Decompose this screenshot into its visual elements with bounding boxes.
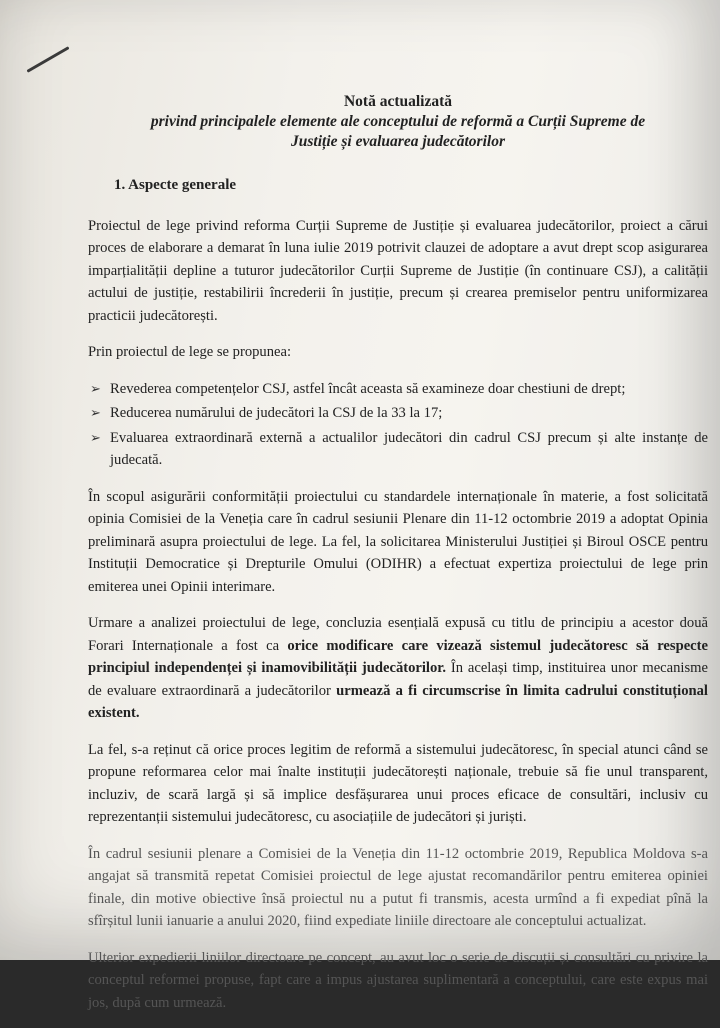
- paragraph-1: Proiectul de lege privind reforma Curții Supreme de Justiție și evaluarea judecătorilor, proiect a cărui proces de elaborare a demarat în luna iulie 2019 potrivit clauzei de adoptare a avut drept scop asigurarea imparțialității depline a tuturor judecătorilor Curții Supreme de Justiție (în continuare CSJ), a calității actului de justiție, restabilirii încrederii în justiție, precum și crearea premiselor pentru uniformizarea practicii judecătorești.: [88, 217, 708, 324]
- paragraph-4-part-a: Urmare a analizei proiectului de lege, concluzia esențială expusă cu titlu de principiu a acestor două Forari Internaționale a fost ca: [88, 615, 708, 654]
- document-body: [88, 92, 708, 1028]
- list-item-text: Reducerea numărului de judecători la CSJ de la 33 la 17;: [110, 405, 443, 421]
- arrow-bullet-icon: ➢: [90, 380, 101, 396]
- paragraph-6: În cadrul sesiunii plenare a Comisiei de la Veneția din 11-12 octombrie 2019, Republica Moldova s-a angajat să transmită repetat Comisiei proiectul de lege ajustat recomandărilor pentru emiterea opiniei finale, din motive obiective însă proiectul nu a putut fi transmis, acesta urmînd a fi expediat pînă la sfîrșitul lunii ianuarie a anului 2020, fiind expediate liniile directoare ale conceptului actualizat.: [88, 845, 708, 929]
- paragraph-4-emphasis-2: urmează a fi circumscrise în limita cadrului constituțional existent.: [88, 682, 708, 721]
- list-item-text: Evaluarea extraordinară externă a actualilor judecători din cadrul CSJ precum și alte instanțe de judecată.: [110, 429, 708, 468]
- list-item-text: Revederea competențelor CSJ, astfel încât aceasta să examineze doar chestiuni de drept;: [110, 380, 626, 397]
- arrow-bullet-icon: ➢: [90, 429, 101, 445]
- title-line-2: privind principalele elemente ale conceptului de reformă a Curții Supreme de: [150, 113, 646, 130]
- paragraph-4: [88, 612, 708, 725]
- paragraph-5: La fel, s-a reținut că orice proces legitim de reformă a sistemului judecătoresc, în special atunci când se propune reformarea celor mai înalte instituții judecătorești naționale, trebuie să fie unul transparent, incluziv, de scară largă și să implice desfășurarea unui proces eficace de consultări, inclusiv cu reprezentanții sistemului judecătoresc, cu asociațiile de judecători și juriști.: [88, 741, 708, 825]
- paragraph-4-emphasis-1: orice modificare care vizează sistemul judecătoresc să respecte principiul independenței și inamovibilității judecătorilor.: [88, 637, 708, 676]
- paragraph-3: În scopul asigurării conformității proiectului cu standardele internaționale în materie, a fost solicitată opinia Comisiei de la Veneția care în cadrul sesiunii Plenare din 11-12 octombrie 2019 a adoptat Opinia preliminară asupra proiectului de lege. La fel, la solicitarea Ministerului Justiției și Biroul OSCE pentru Instituții Democratice și Drepturile Omului (ODIHR) a efectuat expertiza proiectului de lege prin emiterea unei Opinii interimare.: [88, 488, 708, 595]
- document-title: [88, 92, 708, 152]
- arrow-bullet-icon: ➢: [90, 405, 101, 420]
- paragraph-4-part-c: În același timp, instituirea unor mecanisme de evaluare extraordinară a judecătorilor: [88, 660, 708, 699]
- title-line-3: Justiție și evaluarea judecătorilor: [291, 133, 505, 150]
- paragraph-2: Prin proiectul de lege se propunea:: [88, 344, 292, 360]
- section-heading: 1. Aspecte generale: [114, 177, 237, 193]
- proposal-list: [88, 378, 708, 472]
- pen-mark: [26, 46, 69, 73]
- list-item: [88, 427, 708, 472]
- title-line-1: Notă actualizată: [343, 93, 453, 110]
- paragraph-7: Ulterior expedierii liniilor directoare pe concept, au avut loc o serie de discuții și consultări cu privire la conceptul reformei propuse, fapt care a impus ajustarea suplimentară a conceptului, care este expus mai jos, după cum urmează.: [88, 949, 708, 1011]
- list-item: [88, 378, 708, 401]
- list-item: [88, 402, 708, 425]
